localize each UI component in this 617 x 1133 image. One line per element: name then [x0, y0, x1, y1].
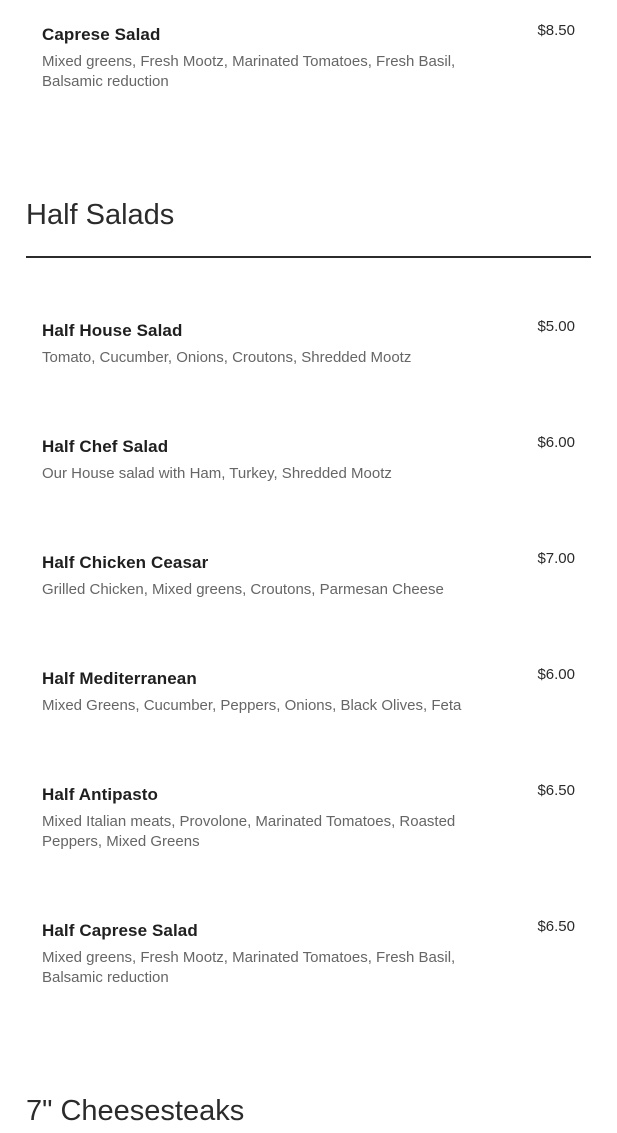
menu-item-description: Mixed Italian meats, Provolone, Marinated Tomatoes, Roasted Peppers, Mixed Greens [42, 813, 456, 850]
menu-item-price: $6.00 [537, 434, 575, 451]
menu-item-name[interactable]: Caprese Salad [42, 25, 161, 44]
menu-item-description: Mixed greens, Fresh Mootz, Marinated Tomatoes, Fresh Basil, Balsamic reduction [42, 949, 456, 986]
menu-item-name[interactable]: Half Mediterranean [42, 669, 197, 688]
menu-item-price: $8.50 [537, 22, 575, 39]
menu-item-description: Grilled Chicken, Mixed greens, Croutons, Parmesan Cheese [42, 581, 444, 598]
section-title-half-salads: Half Salads [26, 199, 175, 231]
menu-item-price: $5.00 [537, 318, 575, 335]
menu-item-price: $6.00 [537, 666, 575, 683]
section-title-cheesesteaks: 7" Cheesesteaks [26, 1095, 245, 1127]
section-divider [26, 256, 591, 258]
menu-item-price: $7.00 [537, 550, 575, 567]
menu-item-name[interactable]: Half Antipasto [42, 785, 158, 804]
menu-item-description: Our House salad with Ham, Turkey, Shredded Mootz [42, 465, 392, 482]
menu-item-price: $6.50 [537, 918, 575, 935]
menu-item-description: Mixed greens, Fresh Mootz, Marinated Tomatoes, Fresh Basil, Balsamic reduction [42, 53, 456, 90]
menu-item-name[interactable]: Half Chicken Ceasar [42, 553, 209, 572]
menu-item-description: Tomato, Cucumber, Onions, Croutons, Shredded Mootz [42, 349, 412, 366]
menu-item-name[interactable]: Half House Salad [42, 321, 183, 340]
menu-item-name[interactable]: Half Caprese Salad [42, 921, 198, 940]
menu-item-name[interactable]: Half Chef Salad [42, 437, 169, 456]
menu-item-description: Mixed Greens, Cucumber, Peppers, Onions, Black Olives, Feta [42, 697, 462, 714]
menu-item-price: $6.50 [537, 782, 575, 799]
